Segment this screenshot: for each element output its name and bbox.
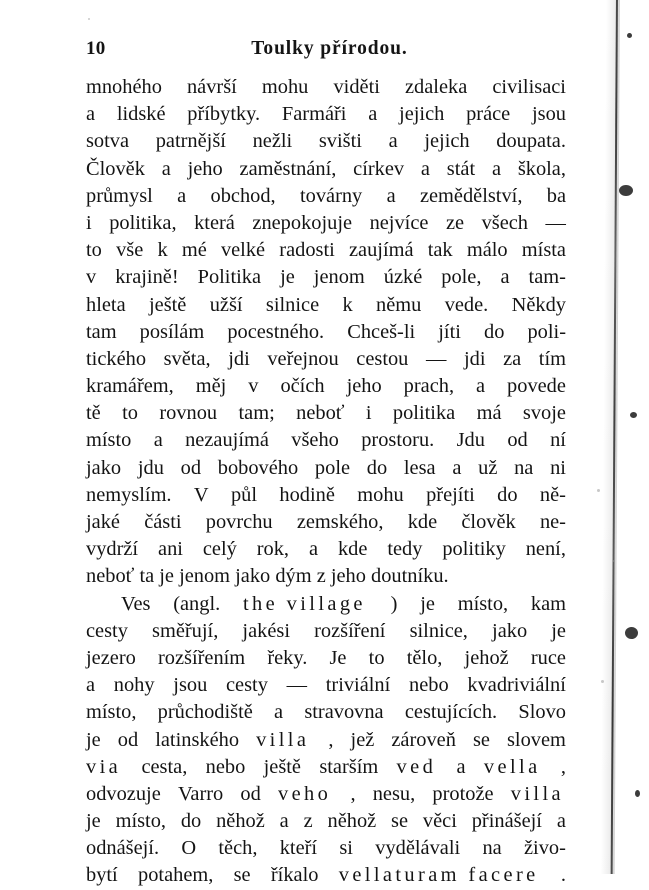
emphasis-via: via: [86, 755, 122, 778]
text-line: Ves (angl. the village ) je místo, kam: [86, 591, 566, 618]
emphasis-the-village: the village: [242, 592, 366, 615]
text-line: sotva patrnější nežli svišti a jejich doupata.: [86, 130, 566, 153]
running-head: [86, 36, 565, 62]
text-line: a nohy jsou cesty — triviální nebo kvadriviální: [86, 674, 566, 697]
emphasis-ved: ved: [396, 755, 437, 778]
text-line: to vše k mé velké radosti zaujímá tak málo místa: [86, 239, 566, 262]
paragraph-2: [86, 591, 566, 890]
text-line: jezero rozšířením řeky. Je to tělo, jehož ruce: [86, 646, 566, 669]
emphasis-vellaturam-facere: vellaturam facere: [338, 864, 539, 887]
scan-blemish: [630, 412, 637, 418]
running-title: Toulky přírodou.: [251, 38, 408, 59]
text-line: hleta ještě užší silnice k němu vede. Někdy: [86, 293, 566, 316]
text-line: tického světa, jdi veřejnou cestou — jdi za tím: [86, 347, 566, 370]
text-line: vydrží ani celý rok, a kde tedy politiky není,: [86, 538, 566, 561]
text-line: bytí potahem, se říkalo vellaturam facere .: [86, 862, 566, 889]
emphasis-villa-1: villa: [256, 728, 310, 751]
scan-speck: [601, 680, 604, 683]
text-line: i politika, která znepokojuje nejvíce ze všech —: [86, 211, 566, 234]
scan-blemish: [627, 33, 632, 38]
text-line: tam posílám pocestného. Chceš-li jíti do poli-: [86, 320, 566, 343]
text-line: kramářem, měj v očích jeho prach, a povede: [86, 375, 566, 398]
text-line: místo, průchodiště a stravovna cestujících. Slovo: [86, 701, 566, 724]
text-line: tě to rovnou tam; neboť i politika má svoje: [86, 402, 566, 425]
paragraph-1: [86, 74, 566, 591]
text-line: a lidské příbytky. Farmáři a jejich práce jsou: [86, 103, 566, 126]
page-number: 10: [86, 38, 106, 59]
scan-speck: [612, 560, 614, 562]
text-line: jaké části povrchu zemského, kde člověk ne-: [86, 511, 566, 533]
text-line: je místo, do něhož a z něhož se věci přinášejí a: [86, 810, 566, 833]
text-line: odnášejí. O těch, kteří si vydělávali na živo-: [86, 837, 566, 860]
text-line: via cesta, nebo ještě starším ved a vella ,: [86, 754, 566, 781]
emphasis-villa-2: villa: [510, 782, 564, 805]
emphasis-vella: vella: [483, 755, 541, 778]
scan-blemish: [625, 627, 638, 639]
text-line: je od latinského villa , jež zároveň se slovem: [86, 727, 566, 754]
text-line: jako jdu od bobového pole do lesa a už na ni: [86, 456, 566, 479]
scan-speck: [88, 18, 90, 20]
scan-blemish: [635, 790, 640, 797]
text-line: mnohého návrší mohu viděti zdaleka civilisaci: [86, 76, 566, 98]
text-line: odvozuje Varro od veho , nesu, protože villa: [86, 781, 566, 808]
text-line: Člověk a jeho zaměstnání, církev a stát a škola,: [86, 157, 566, 180]
text-line: v krajině! Politika je jenom úzké pole, a tam-: [86, 266, 566, 289]
text-line: neboť ta je jenom jako dým z jeho doutníku.: [86, 565, 449, 588]
text-line: cesty směřují, jakési rozšíření silnice, jako je: [86, 619, 566, 642]
text-line: místo a nezaujímá všeho prostoru. Jdu od ní: [86, 429, 566, 452]
scan-speck: [597, 489, 600, 492]
emphasis-veho: veho: [278, 782, 332, 805]
text-line: průmysl a obchod, továrny a zemědělství, ba: [86, 184, 566, 207]
scan-blemish: [619, 185, 633, 196]
text-line: nemyslím. V půl hodině mohu přejíti do ně-: [86, 483, 566, 506]
body-text: [86, 74, 566, 890]
